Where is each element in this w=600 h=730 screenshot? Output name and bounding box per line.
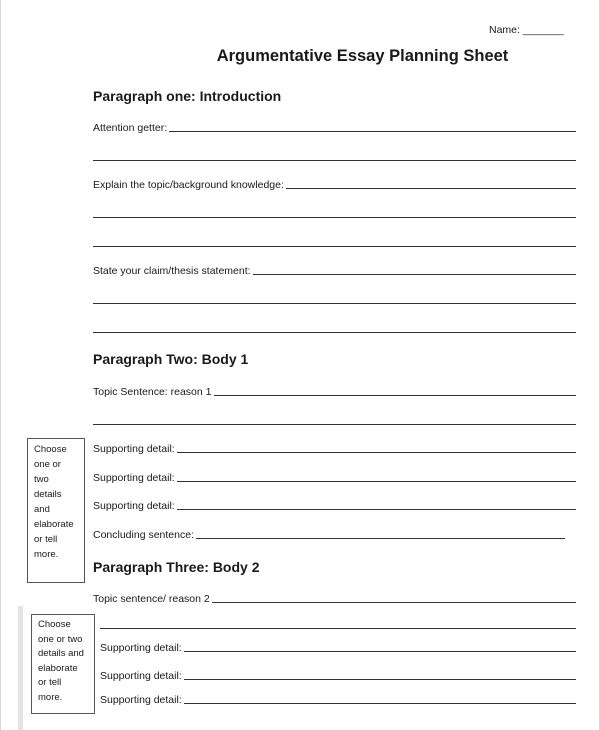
supporting-detail-field[interactable] [100,694,576,706]
supporting-detail-field[interactable] [100,642,576,654]
page-title: Argumentative Essay Planning Sheet [216,47,509,65]
supporting-detail-field[interactable] [93,472,576,484]
answer-line [184,678,576,680]
section-heading-body-2: Paragraph Three: Body 2 [93,559,260,575]
answer-line [286,187,576,189]
answer-line[interactable] [93,303,576,304]
topic-sentence-1-label: Topic Sentence: reason 1 [93,386,212,398]
page-margin-shade [18,606,23,730]
attention-getter-field[interactable] [93,122,576,134]
section-heading-body-1: Paragraph Two: Body 1 [93,351,249,367]
name-field[interactable]: Name: _______ [489,24,564,36]
supporting-detail-field[interactable] [93,443,576,455]
answer-line[interactable] [93,217,576,218]
answer-line [212,601,576,603]
answer-line [184,650,576,652]
elaboration-note-box: Choose one or two details and elaborate or tell more. [27,438,85,583]
answer-line [253,273,576,275]
answer-line [214,394,577,396]
supporting-detail-label: Supporting detail: [100,642,182,654]
topic-sentence-2-label: Topic sentence/ reason 2 [93,593,210,605]
answer-line[interactable] [93,160,576,161]
supporting-detail-label: Supporting detail: [100,670,182,682]
elaboration-note-box: Choose one or two details and elaborate or tell more. [31,614,95,714]
attention-getter-label: Attention getter: [93,122,168,134]
answer-line [177,451,576,453]
answer-line [177,480,576,482]
supporting-detail-field[interactable] [100,670,576,682]
thesis-statement-label: State your claim/thesis statement: [93,265,251,277]
supporting-detail-label: Supporting detail: [93,472,175,484]
background-knowledge-field[interactable] [93,179,576,191]
concluding-sentence-label: Concluding sentence: [93,529,194,541]
answer-line[interactable] [93,246,576,247]
supporting-detail-label: Supporting detail: [93,500,175,512]
supporting-detail-label: Supporting detail: [93,443,175,455]
section-heading-introduction: Paragraph one: Introduction [93,88,282,104]
topic-sentence-1-field[interactable] [93,386,576,398]
answer-line[interactable] [100,628,576,629]
concluding-sentence-field[interactable] [93,529,565,541]
supporting-detail-field[interactable] [93,500,576,512]
topic-sentence-2-field[interactable] [93,593,576,605]
thesis-statement-field[interactable] [93,265,576,277]
answer-line [184,702,576,704]
answer-line[interactable] [93,332,576,333]
supporting-detail-label: Supporting detail: [100,694,182,706]
answer-line [177,508,576,510]
answer-line [169,130,576,132]
answer-line [196,537,565,539]
background-knowledge-label: Explain the topic/background knowledge: [93,179,284,191]
answer-line[interactable] [93,424,576,425]
